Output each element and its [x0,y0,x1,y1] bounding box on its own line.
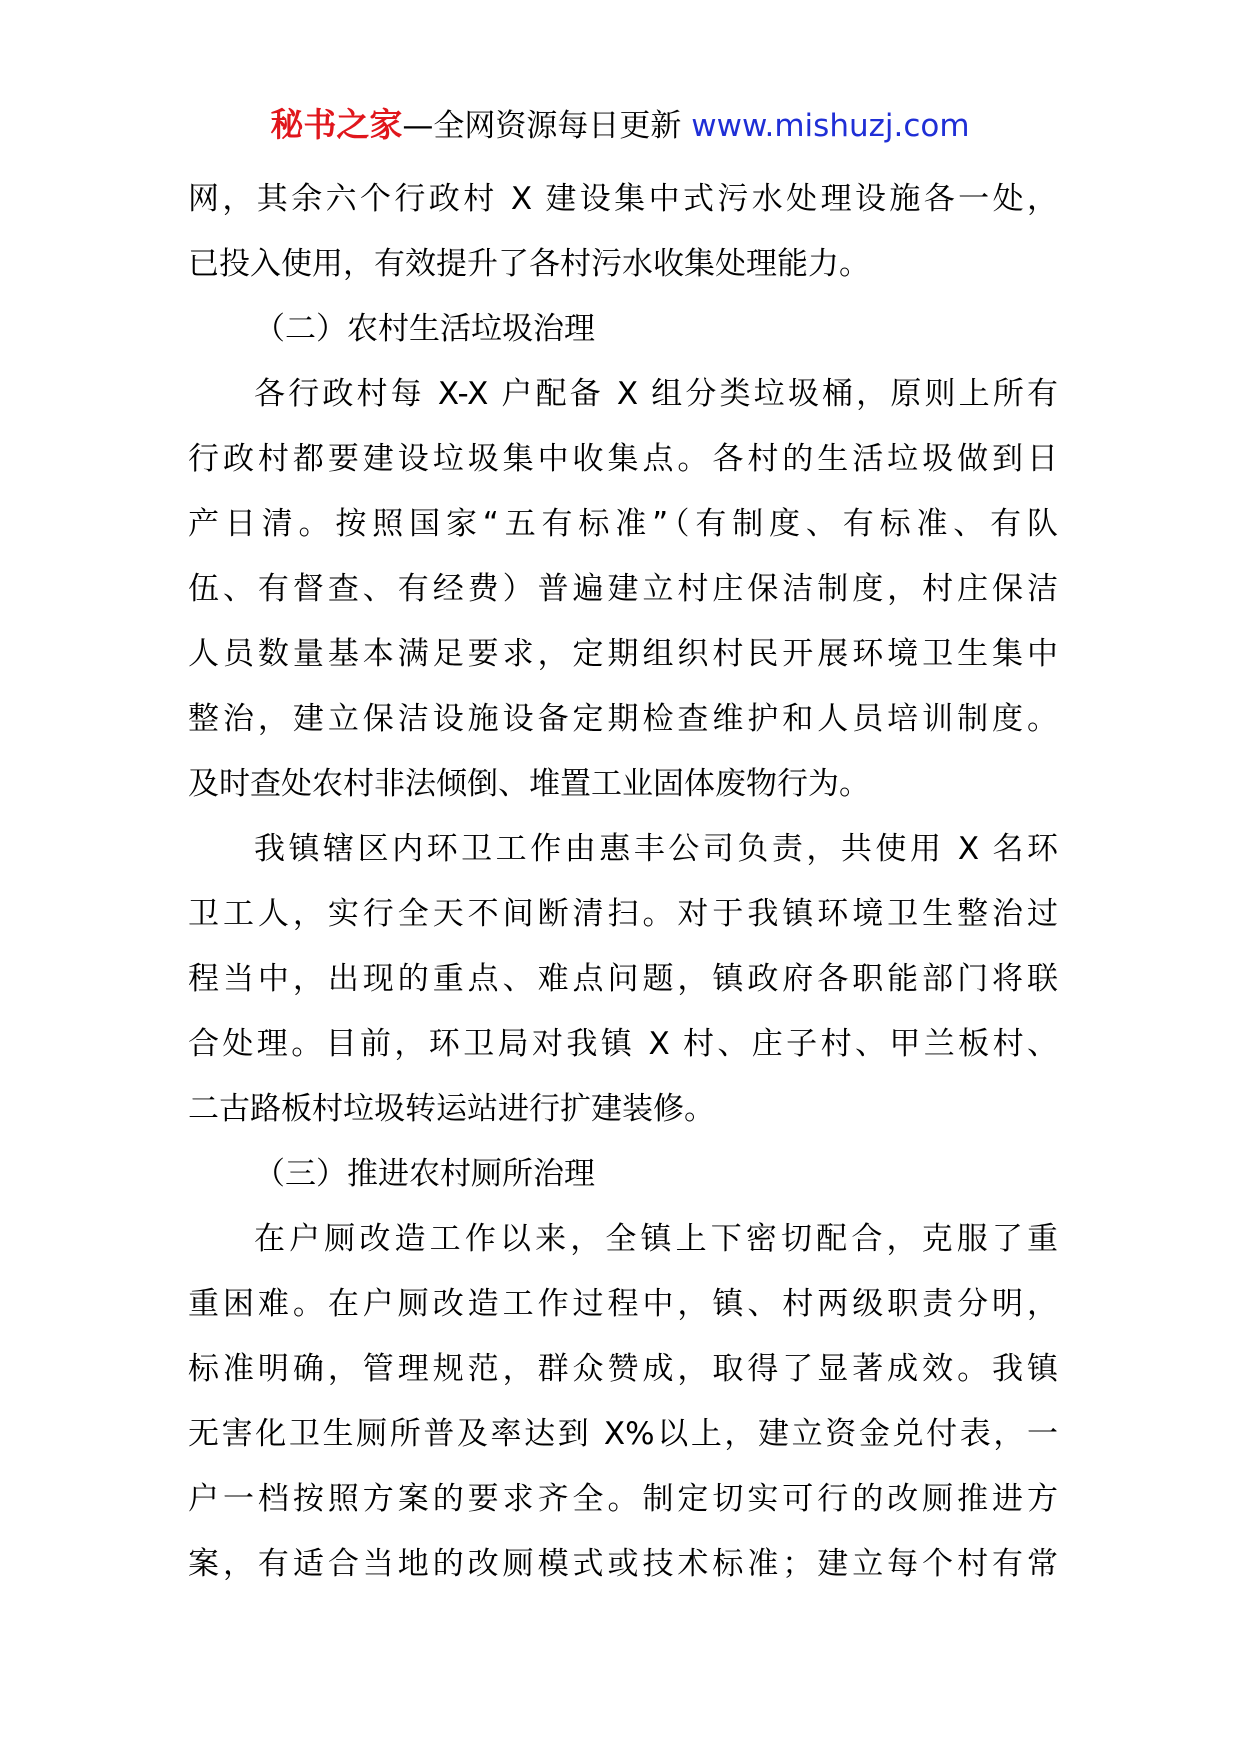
site-brand: 秘书之家 [270,105,403,144]
text-line: 人员数量基本满足要求，定期组织村民开展环境卫生集中 [188,636,1058,672]
site-url[interactable]: www.mishuzj.com [691,108,970,144]
text-line: 及时查处农村非法倾倒、堆置工业固体废物行为。 [188,766,870,802]
text-line: 已投入使用，有效提升了各村污水收集处理能力。 [188,246,870,282]
text-line: 整治，建立保洁设施设备定期检查维护和人员培训制度。 [188,701,1058,737]
text-line: 我镇辖区内环卫工作由惠丰公司负责，共使用 X 名环 [254,831,1058,867]
text-line: 户一档按照方案的要求齐全。制定切实可行的改厕推进方 [188,1481,1058,1517]
site-tagline: —全网资源每日更新 [402,108,692,144]
text-line: 卫工人，实行全天不间断清扫。对于我镇环境卫生整治过 [188,896,1058,932]
page-header [0,100,1240,151]
text-line: 二古路板村垃圾转运站进行扩建装修。 [188,1091,715,1127]
text-line: 产日清。按照国家“五有标准”（有制度、有标准、有队 [188,506,1058,542]
text-line: 无害化卫生厕所普及率达到 X%以上，建立资金兑付表，一 [188,1416,1058,1452]
section-heading: （三）推进农村厕所治理 [254,1156,595,1192]
text-line: 在户厕改造工作以来，全镇上下密切配合，克服了重 [254,1221,1058,1257]
document-body [188,167,1058,1597]
text-line: 重困难。在户厕改造工作过程中，镇、村两级职责分明， [188,1286,1058,1322]
text-line: 伍、有督查、有经费）普遍建立村庄保洁制度，村庄保洁 [188,571,1058,607]
text-line: 行政村都要建设垃圾集中收集点。各村的生活垃圾做到日 [188,441,1058,477]
text-line: 网，其余六个行政村 X 建设集中式污水处理设施各一处， [188,181,1058,217]
text-line: 程当中，出现的重点、难点问题，镇政府各职能部门将联 [188,961,1058,997]
text-line: 案，有适合当地的改厕模式或技术标准；建立每个村有常 [188,1546,1058,1582]
text-line: 合处理。目前，环卫局对我镇 X 村、庄子村、甲兰板村、 [188,1026,1058,1062]
text-line: 各行政村每 X-X 户配备 X 组分类垃圾桶，原则上所有 [254,376,1058,412]
text-line: 标准明确，管理规范，群众赞成，取得了显著成效。我镇 [188,1351,1058,1387]
section-heading: （二）农村生活垃圾治理 [254,311,595,347]
